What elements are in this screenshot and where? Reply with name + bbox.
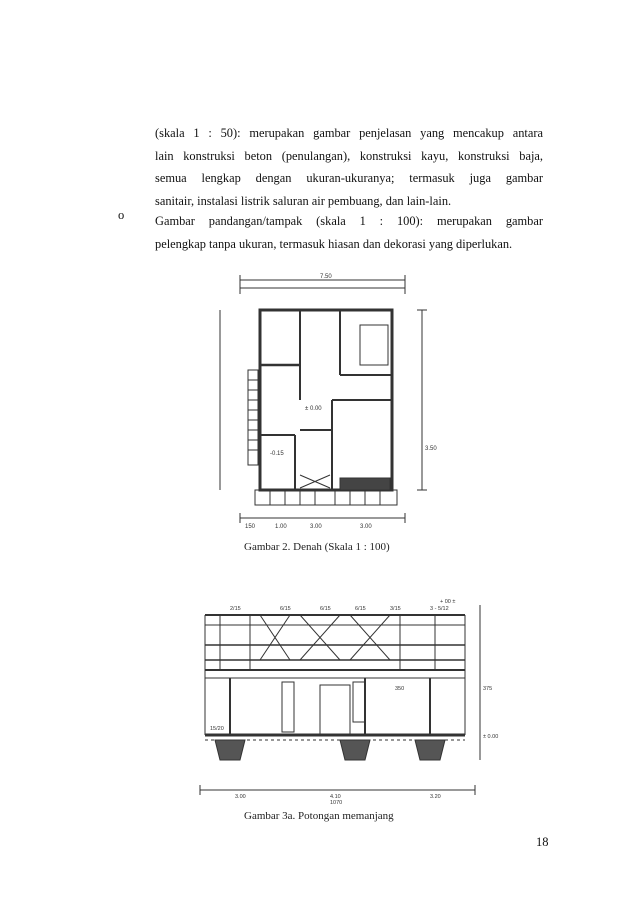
- dimension-label: 3.00: [235, 794, 246, 800]
- text-line: (skala 1 : 50): merupakan gambar penjelasan yang mencakup antara: [155, 126, 543, 140]
- dimension-label: 3.00: [360, 524, 372, 530]
- dimension-label: 150: [245, 524, 256, 530]
- beam-label: 6/15: [320, 606, 331, 612]
- text-line: sanitair, instalasi listrik saluran air pembuang, dan lain-lain.: [155, 193, 452, 208]
- dimension-label: 3.00: [310, 524, 322, 530]
- text-line: lain konstruksi beton (penulangan), konstruksi kayu, konstruksi baja,: [155, 148, 543, 163]
- dimension-label: 3.50: [425, 446, 437, 452]
- paragraph-tampak: [155, 210, 543, 255]
- beam-label: 2/15: [230, 606, 241, 612]
- dimension-label: 1070: [330, 800, 343, 805]
- beam-label: 3 - 5/12: [430, 606, 449, 612]
- beam-label: 6/15: [280, 606, 291, 612]
- dimension-label: 1.00: [275, 524, 287, 530]
- figure-caption: Gambar 2. Denah (Skala 1 : 100): [244, 541, 390, 553]
- figure-caption: Gambar 3a. Potongan memanjang: [244, 810, 394, 822]
- room-level-label: ± 0.00: [305, 406, 322, 412]
- floor-plan-drawing: [200, 270, 440, 535]
- level-label: 375: [483, 686, 493, 692]
- dimension-label: 3.20: [430, 794, 441, 800]
- beam-label: 6/15: [355, 606, 366, 612]
- beam-label: 3/15: [390, 606, 401, 612]
- text-line: Gambar pandangan/tampak (skala 1 : 100): merupakan gambar: [155, 214, 543, 228]
- text-line: pelengkap tanpa ukuran, termasuk hiasan dan dekorasi yang diperlukan.: [155, 236, 513, 251]
- room-level-label: -0.15: [270, 451, 284, 457]
- page-number: 18: [536, 835, 549, 849]
- bullet-marker: o: [118, 208, 125, 222]
- text-line: semua lengkap dengan ukuran-ukuranya; termasuk juga gambar: [155, 171, 543, 185]
- section-figure: [190, 570, 500, 810]
- paragraph-continuation: [155, 122, 543, 212]
- dimension-label: 350: [395, 686, 405, 692]
- dimension-label: 4.10: [330, 794, 341, 800]
- level-label: + 00 ±: [440, 599, 456, 605]
- floor-plan-figure: [200, 270, 440, 540]
- section-drawing: [190, 570, 500, 805]
- column-label: 15/20: [210, 726, 224, 732]
- level-label: ± 0.00: [483, 734, 499, 740]
- dimension-label: 7.50: [320, 274, 332, 280]
